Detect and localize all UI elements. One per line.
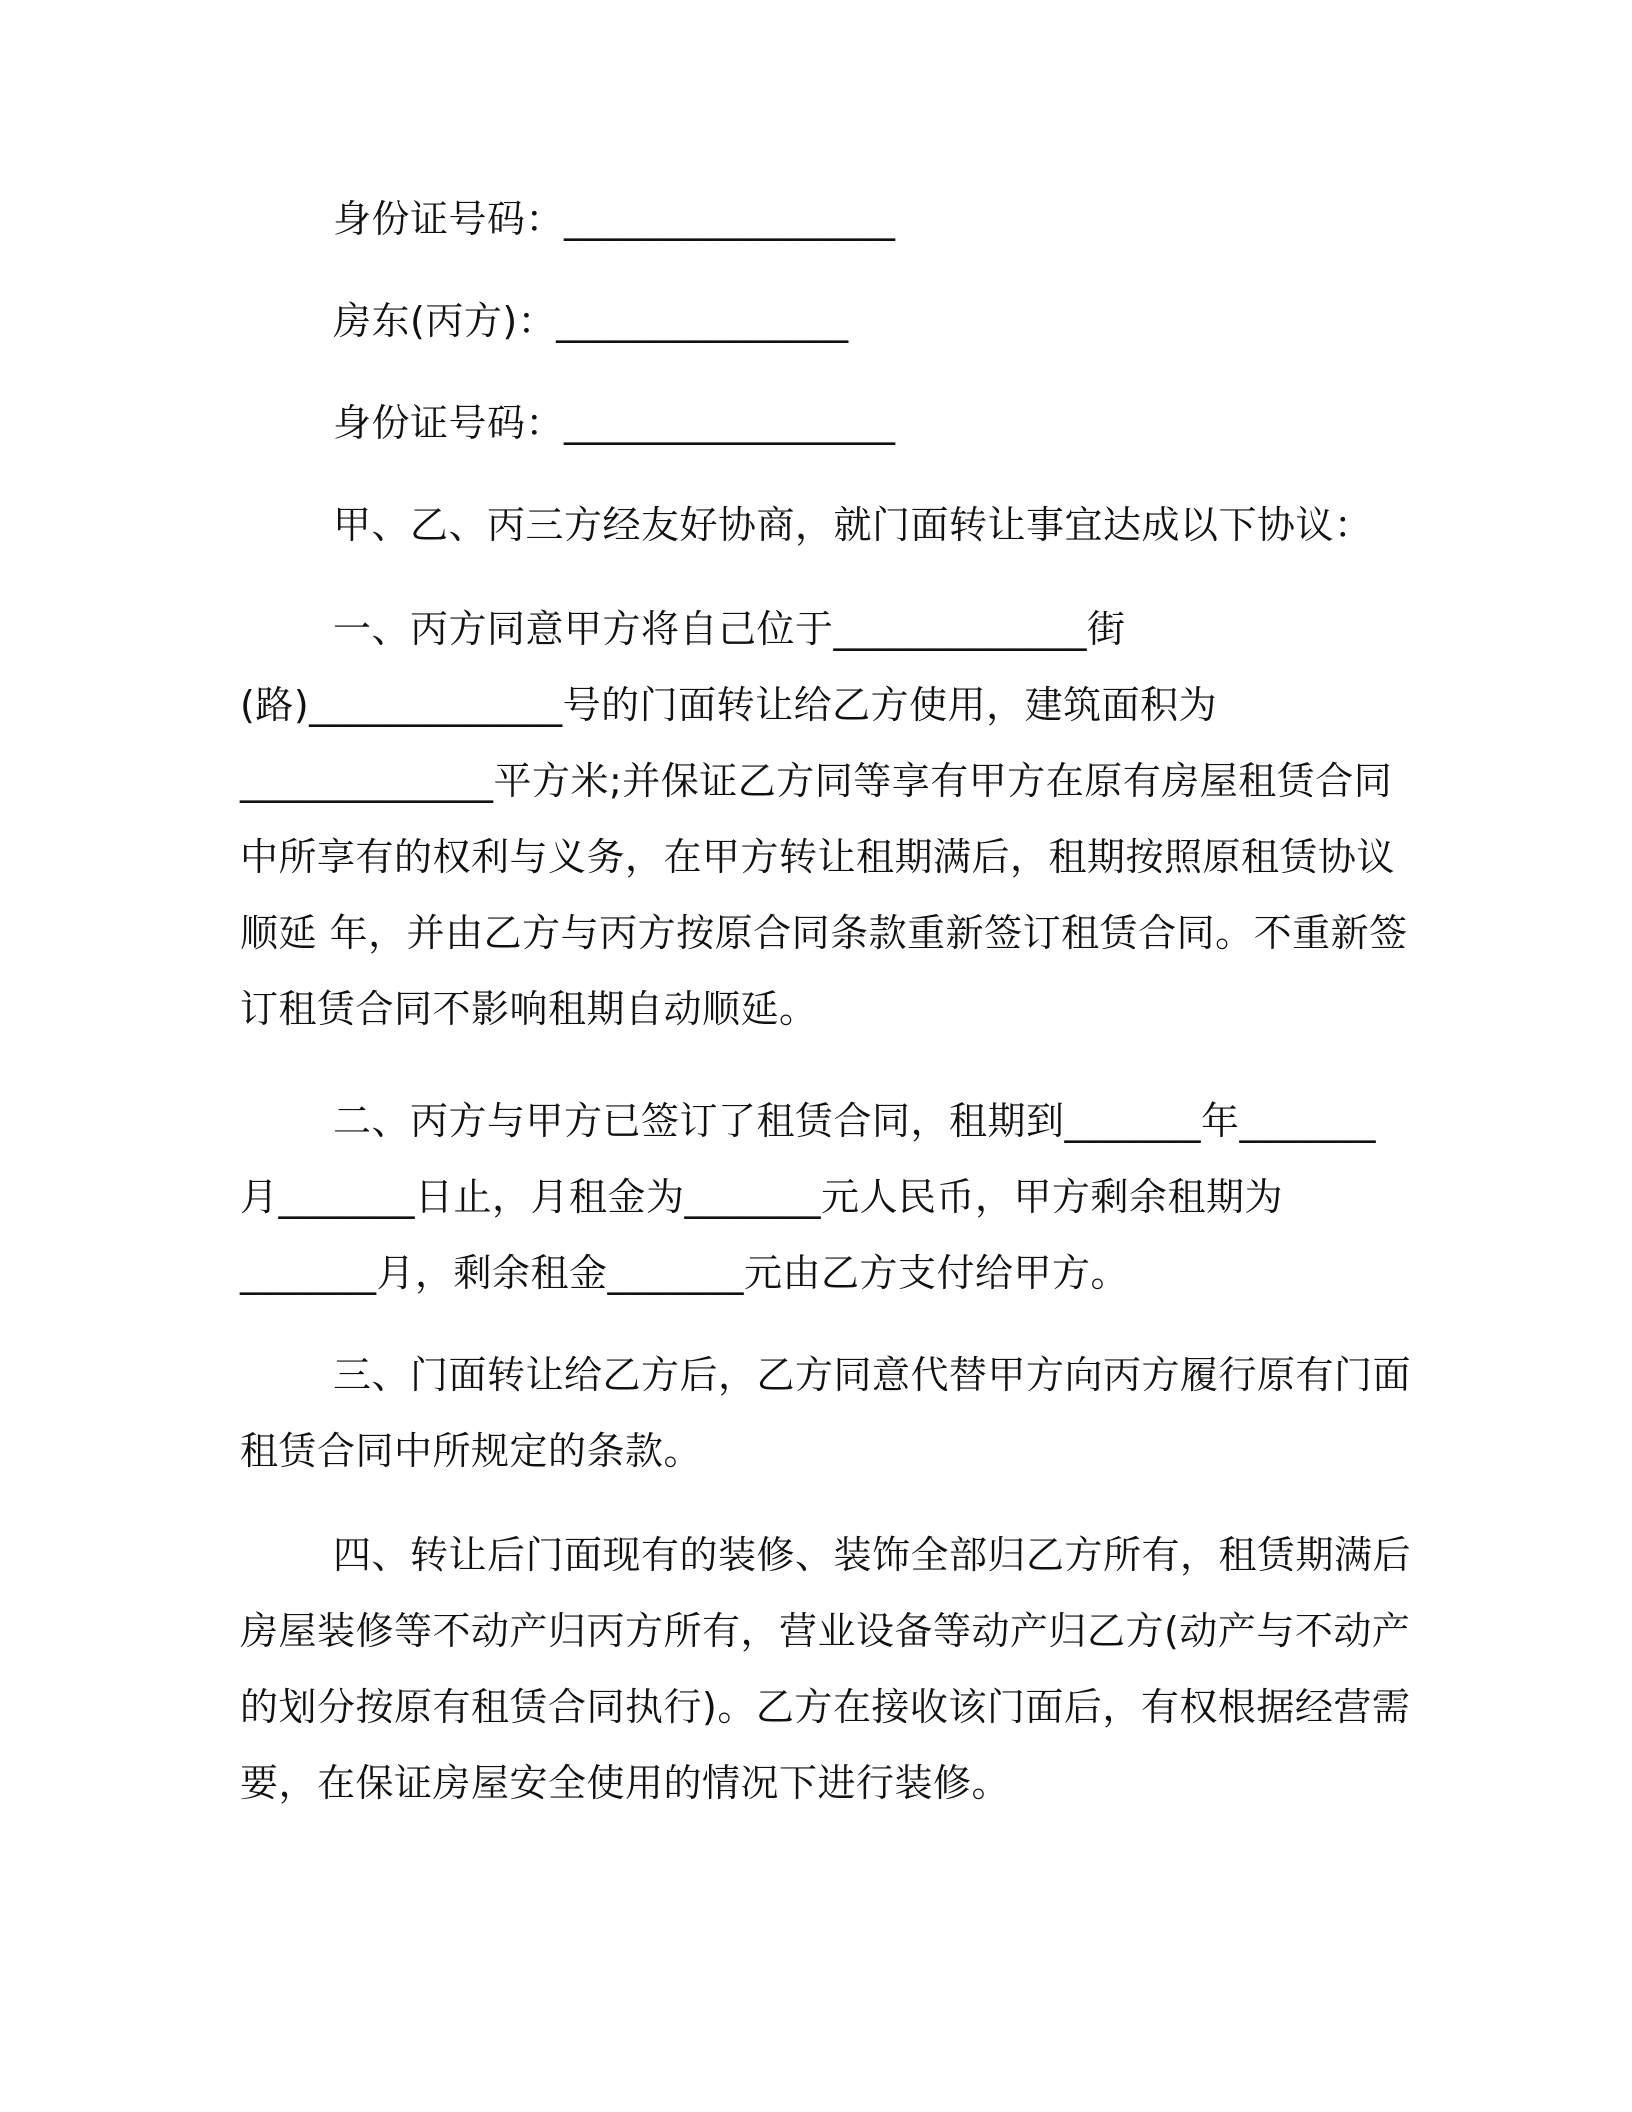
clause-3-line-1: 三、门面转让给乙方后，乙方同意代替甲方向丙方履行原有门面	[333, 1353, 1412, 1397]
clause-1-line-2: (路)_____________号的门面转让给乙方使用，建筑面积为	[240, 683, 1218, 727]
clause-4-line-4: 要，在保证房屋安全使用的情况下进行装修。	[240, 1761, 1011, 1805]
landlord-field: 房东(丙方)：_______________	[333, 299, 849, 343]
clause-2-line-1: 二、丙方与甲方已签订了租赁合同，租期到_______年_______	[333, 1099, 1377, 1143]
clause-4-line-2: 房屋装修等不动产归丙方所有，营业设备等动产归乙方(动产与不动产	[240, 1609, 1411, 1653]
id-number-field-2: 身份证号码：_________________	[333, 401, 896, 445]
clause-1-line-5: 顺延 年，并由乙方与丙方按原合同条款重新签订租赁合同。不重新签	[240, 911, 1408, 955]
agreement-intro: 甲、乙、丙三方经友好协商，就门面转让事宜达成以下协议：	[333, 503, 1373, 547]
clause-1-line-1: 一、丙方同意甲方将自己位于_____________街	[333, 607, 1126, 651]
clause-1-line-3: _____________平方米;并保证乙方同等享有甲方在原有房屋租赁合同	[240, 759, 1393, 803]
clause-3-line-2: 租赁合同中所规定的条款。	[240, 1429, 703, 1473]
clause-1-line-4: 中所享有的权利与义务，在甲方转让租期满后，租期按照原租赁协议	[240, 835, 1396, 879]
clause-4-line-3: 的划分按原有租赁合同执行)。乙方在接收该门面后，有权根据经营需	[240, 1685, 1411, 1729]
clause-4-line-1: 四、转让后门面现有的装修、装饰全部归乙方所有，租赁期满后	[333, 1533, 1412, 1577]
clause-2-line-3: _______月，剩余租金_______元由乙方支付给甲方。	[240, 1251, 1130, 1295]
clause-2-line-2: 月_______日止，月租金为_______元人民币，甲方剩余租期为	[240, 1175, 1284, 1219]
clause-1-line-6: 订租赁合同不影响租期自动顺延。	[240, 987, 818, 1031]
id-number-field-1: 身份证号码：_________________	[333, 197, 896, 241]
